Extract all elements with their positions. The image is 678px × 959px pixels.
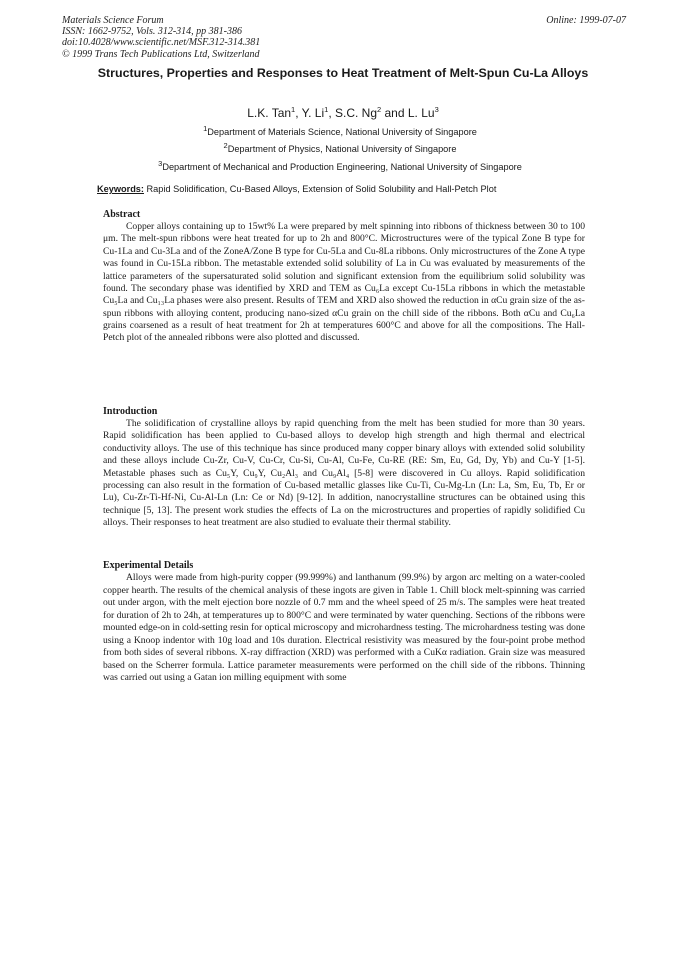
affiliation-2 [40, 140, 640, 154]
journal-name: Materials Science Forum [62, 15, 164, 26]
author-affiliation-mark: 1 [291, 105, 296, 114]
copyright-line: © 1999 Trans Tech Publications Ltd, Switzerland [62, 48, 260, 60]
abstract-text: Copper alloys containing up to 15wt% La were prepared by melt spinning into ribbons of thickness between 30 to 100 μm. The melt-spun ribbons were heat treated for up to 2h and 800°C. Microstructures were of the typical Zone B type for Cu-1La and Cu-3La and of the ZoneA/Zone B type for Cu-5La and Cu-8La ribbons. Only microstructures of the Zone A type was found in Cu-15La ribbon. The metastable extended solid solubility of La in Cu was evaluated by measurements of the lattice parameters of the supersaturated solid solution and significant extension from the equilibrium solid solubility was found. The secondary phase was identified by XRD and TEM as Cu₆La except Cu-15La ribbons in which the metastable Cu₅La and Cu₁₃La phases were also present. Results of TEM and XRD also showed the reduction in αCu grain size of the as-spun ribbons with alloying content, producing nano-sized αCu grain on the chill side of the ribbons. Both αCu and Cu₆La grains coarsened as a result of heat treatment for 2h at temperatures 600°C and above for all the compositions. The Hall-Petch plot of the annealed ribbons were also plotted and discussed. [103, 221, 585, 344]
affiliation-text: Department of Mechanical and Production Engineering, National University of Singapore [162, 162, 522, 172]
experimental-text: Alloys were made from high-purity copper (99.999%) and lanthanum (99.9%) by argon arc melting on a water-cooled copper hearth. The results of the chemical analysis of these ingots are given in Table 1. Chill block melt-spinning was carried out under argon, with the melt ejection bore nozzle of 0.7 mm and the wheel speed of 25 m/s. The samples were heat treated for duration of 2h to 24h, at temperatures up to 800°C and were terminated by water quenching. Sections of the ribbons were mounted edge-on in cold-setting resin for optical microscopy and microhardness testing. The microhardness testing was done using a Knoop indentor with 10g load and 10s duration. Electrical resistivity was measured by the four-point probe method from both sides of several ribbons. X-ray diffraction (XRD) was performed with a CuKα radiation. Grain size was measured based on the Scherrer formula. Lattice parameter measurements were performed on the chill side of the ribbons. Thinning was carried out using a Gatan ion milling equipment with some [103, 572, 585, 684]
keywords-text: Rapid Solidification, Cu-Based Alloys, Extension of Solid Solubility and Hall-Petch Plot [146, 184, 497, 194]
affiliation-3 [40, 158, 640, 172]
author-affiliation-mark: 3 [434, 105, 439, 114]
issn-line: ISSN: 1662-9752, Vols. 312-314, pp 381-386 [62, 26, 242, 38]
keywords-label: Keywords: [97, 184, 144, 194]
affiliation-number: 2 [223, 140, 228, 150]
author-affiliation-mark: 2 [377, 105, 382, 114]
author-name: L. Lu [407, 106, 435, 120]
author-affiliation-mark: 1 [324, 105, 329, 114]
abstract-heading: Abstract [103, 209, 141, 220]
experimental-section [103, 560, 585, 685]
paper-title: Structures, Properties and Responses to Heat Treatment of Melt-Spun Cu-La Alloys [97, 66, 589, 80]
author-list [90, 106, 596, 120]
online-date: Online: 1999-07-07 [546, 15, 626, 26]
introduction-heading: Introduction [103, 406, 158, 417]
introduction-text: The solidification of crystalline alloys by rapid quenching from the melt has been studied for more than 30 years. Rapid solidification has been applied to Cu-based alloys to develop high strength and high thermal and electrical conductivity alloys. The use of this technique has since produced many copper binary alloys with extended solid solubility and these alloys include Cu-Zr, Cu-V, Cu-Cr, Cu-Si, Cu-Al, Cu-Fe, Cu-RE (RE: Sm, Eu, Gd, Dy, Yb) and Cu-Y [1-5]. Metastable phases such as Cu₅Y, Cu₉Y, Cu₂Al₃ and Cu₉Al₄ [5-8] were discovered in Cu alloys. Rapid solidification processing can also result in the formation of Cu-based metallic glasses like Cu-Ti, Cu-Mg-Ln (Ln: La, Sm, Eu, Tb, Er or Lu), Cu-Zr-Ti-Hf-Ni, Cu-Al-Ln (Ln: Ce or Nd) [9-12]. In addition, nanocrystalline structures can be obtained using this technique [5, 13]. The present work studies the effects of La on the microstructures and properties of rapidly solidified Cu alloys. Their responses to heat treatment are also studied to evaluate their thermal stability. [103, 418, 585, 528]
keywords-line [97, 184, 496, 194]
doi-line[interactable]: doi:10.4028/www.scientific.net/MSF.312-314.381 [62, 37, 261, 49]
author-separator: and [381, 106, 408, 120]
author-separator: , [328, 106, 335, 120]
author-name: L.K. Tan [247, 106, 292, 120]
author-separator: , [295, 106, 302, 120]
experimental-heading: Experimental Details [103, 560, 194, 571]
affiliation-text: Department of Physics, National University of Singapore [227, 144, 457, 154]
affiliation-number: 1 [203, 123, 208, 133]
abstract-section [103, 209, 585, 345]
affiliation-number: 3 [158, 158, 163, 168]
affiliation-1 [40, 123, 640, 137]
introduction-section [103, 406, 585, 529]
affiliation-text: Department of Materials Science, National University of Singapore [207, 127, 477, 137]
author-name: S.C. Ng [334, 106, 377, 120]
author-name: Y. Li [301, 106, 325, 120]
journal-header [62, 15, 260, 60]
